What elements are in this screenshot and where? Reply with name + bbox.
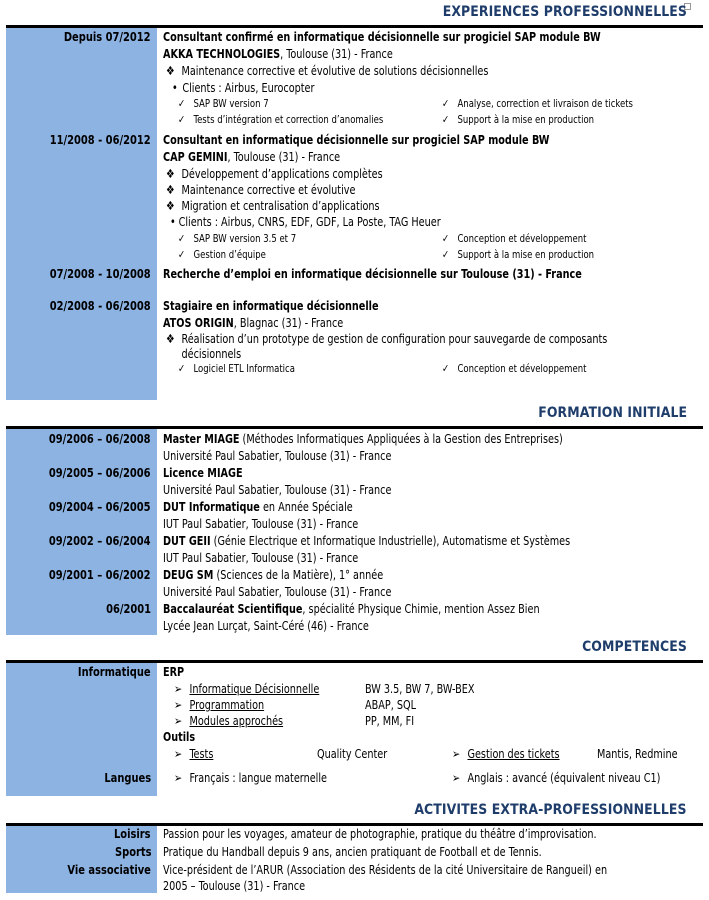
edu-school: Lycée Jean Lurçat, Saint-Céré (46) - France <box>163 618 369 633</box>
exp-company: AKKA TECHNOLOGIES, Toulouse (31) - France <box>163 46 393 61</box>
exp-company: ATOS ORIGIN, Blagnac (31) - France <box>163 315 344 330</box>
skill-value: ABAP, SQL <box>365 697 416 712</box>
exp-task-cont: décisionnels <box>181 346 242 361</box>
skill-item: ➢ Tests <box>174 746 214 761</box>
exp-date: 02/2008 - 06/2008 <box>50 298 151 313</box>
edu-date: 09/2001 – 06/2002 <box>49 567 151 582</box>
skill-value: BW 3.5, BW 7, BW-BEX <box>365 681 475 696</box>
exp-check: ✓ Conception et développement <box>442 362 587 375</box>
edu-date: 09/2006 – 06/2008 <box>49 431 151 446</box>
edu-school: Université Paul Sabatier, Toulouse (31) - France <box>163 584 392 599</box>
skill-item: ➢ Programmation <box>174 697 265 712</box>
edu-degree: DUT Informatique en Année Spéciale <box>163 499 353 514</box>
exp-company: CAP GEMINI, Toulouse (31) - France <box>163 149 341 164</box>
edu-date: 06/2001 <box>106 601 151 616</box>
exp-clients: • Clients : Airbus, CNRS, EDF, GDF, La Poste, TAG Heuer <box>170 214 441 229</box>
extra-text: Passion pour les voyages, amateur de photographie, pratique du théâtre d’improvisation. <box>163 826 597 841</box>
section-title-formation: FORMATION INITIALE <box>538 405 687 421</box>
exp-clients: • Clients : Airbus, Eurocopter <box>172 80 315 95</box>
edu-date: 09/2002 – 06/2004 <box>49 533 151 548</box>
exp-date: Depuis 07/2012 <box>64 29 151 44</box>
edu-school: Université Paul Sabatier, Toulouse (31) - France <box>163 482 392 497</box>
skills-tools-heading: Outils <box>163 729 196 744</box>
extra-label: Loisirs <box>114 826 151 841</box>
exp-task: ❖ Maintenance corrective et évolutive <box>166 182 356 197</box>
exp-task: ❖ Développement d’applications complètes <box>166 166 383 181</box>
exp-check: ✓ Analyse, correction et livraison de tickets <box>442 97 634 110</box>
exp-title: Stagiaire en informatique décisionnelle <box>163 298 379 313</box>
skill-item: ➢ Gestion des tickets <box>452 746 560 761</box>
section-title-extra: ACTIVITES EXTRA-PROFESSIONNELLES <box>414 802 687 818</box>
exp-title: Recherche d’emploi en informatique décisionnelle sur Toulouse (31) - France <box>163 266 582 281</box>
exp-check: ✓ Support à la mise en production <box>442 248 595 261</box>
section-title-experiences: EXPERIENCES PROFESSIONNELLES <box>442 4 687 20</box>
exp-check: ✓ Logiciel ETL Informatica <box>178 362 295 375</box>
language-item: ➢ Anglais : avancé (équivalent niveau C1) <box>452 770 661 785</box>
exp-check: ✓ SAP BW version 7 <box>178 97 269 110</box>
exp-task: ❖ Maintenance corrective et évolutive de solutions décisionnelles <box>166 63 489 78</box>
exp-check: ✓ Tests d’intégration et correction d’anomalies <box>178 113 384 126</box>
exp-title: Consultant en informatique décisionnelle sur progiciel SAP module BW <box>163 132 550 147</box>
exp-check: ✓ Support à la mise en production <box>442 113 595 126</box>
exp-title: Consultant confirmé en informatique décisionnelle sur progiciel SAP module BW <box>163 29 601 44</box>
exp-date: 11/2008 - 06/2012 <box>50 132 151 147</box>
extra-text: Pratique du Handball depuis 9 ans, ancien pratiquant de Football et de Tennis. <box>163 844 542 859</box>
skills-label-langues: Langues <box>104 770 151 785</box>
skill-value: Quality Center <box>317 746 388 761</box>
edu-date: 09/2005 – 06/2006 <box>49 465 151 480</box>
language-item: ➢ Français : langue maternelle <box>174 770 327 785</box>
extra-label: Vie associative <box>67 862 151 877</box>
skill-item: ➢ Informatique Décisionnelle <box>174 681 320 696</box>
edu-degree: DEUG SM (Sciences de la Matière), 1° année <box>163 567 384 582</box>
skills-label-informatique: Informatique <box>78 664 151 679</box>
exp-date: 07/2008 - 10/2008 <box>50 266 151 281</box>
skill-value: PP, MM, FI <box>365 713 415 728</box>
exp-task: ❖ Migration et centralisation d’applications <box>166 198 380 213</box>
section-title-competences: COMPETENCES <box>582 639 687 655</box>
edu-degree: Master MIAGE (Méthodes Informatiques Appliquées à la Gestion des Entreprises) <box>163 431 563 446</box>
exp-check: ✓ SAP BW version 3.5 et 7 <box>178 232 297 245</box>
exp-check: ✓ Conception et développement <box>442 232 587 245</box>
edu-date: 09/2004 – 06/2005 <box>49 499 151 514</box>
edu-degree: Licence MIAGE <box>163 465 243 480</box>
skill-item: ➢ Modules approchés <box>174 713 284 728</box>
edu-degree: Baccalauréat Scientifique, spécialité Physique Chimie, mention Assez Bien <box>163 601 540 616</box>
edu-degree: DUT GEII (Génie Electrique et Informatique Industrielle), Automatisme et Systèmes <box>163 533 571 548</box>
extra-text: 2005 – Toulouse (31) - France <box>163 878 306 893</box>
edu-school: Université Paul Sabatier, Toulouse (31) - France <box>163 448 392 463</box>
exp-task: ❖ Réalisation d’un prototype de gestion de configuration pour sauvegarde de composants <box>166 331 608 346</box>
edu-school: IUT Paul Sabatier, Toulouse (31) - France <box>163 516 359 531</box>
extra-label: Sports <box>114 844 151 859</box>
extra-text: Vice-président de l’ARUR (Association des Résidents de la cité Universitaire de Rangueil) en <box>163 862 608 877</box>
exp-check: ✓ Gestion d’équipe <box>178 248 266 261</box>
skill-value: Mantis, Redmine <box>597 746 678 761</box>
edu-school: IUT Paul Sabatier, Toulouse (31) - France <box>163 550 359 565</box>
date-column <box>6 28 157 400</box>
skills-erp-heading: ERP <box>163 664 185 679</box>
